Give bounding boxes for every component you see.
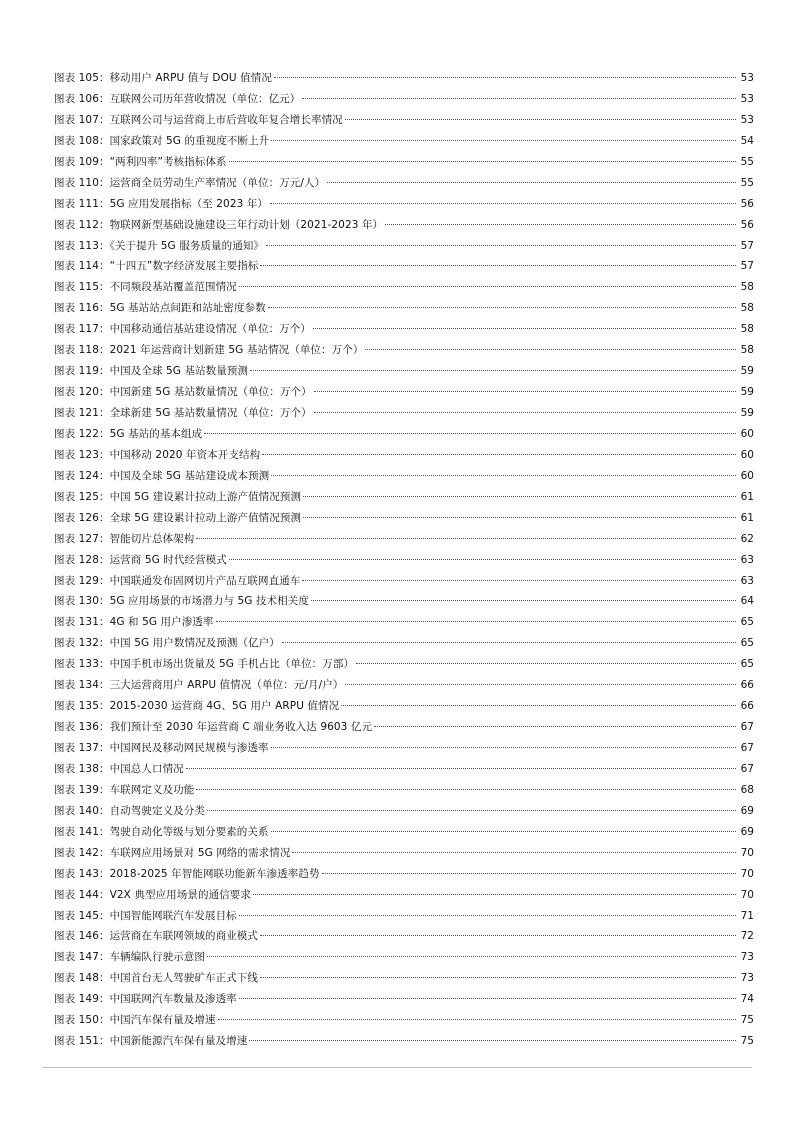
dot-leader [239, 997, 736, 999]
dot-leader [345, 118, 736, 120]
toc-entry[interactable] [54, 989, 754, 1010]
toc-entry-title: 图表 146：运营商在车联网领域的商业模式 [54, 930, 258, 943]
toc-entry[interactable] [54, 256, 754, 277]
dot-leader [250, 369, 736, 371]
toc-entry-title: 图表 131：4G 和 5G 用户渗透率 [54, 616, 214, 629]
toc-entry[interactable] [54, 298, 754, 319]
toc-entry[interactable] [54, 550, 754, 571]
dot-leader [260, 976, 736, 978]
toc-entry[interactable] [54, 131, 754, 152]
dot-leader [274, 76, 736, 78]
toc-entry-title: 图表 129：中国联通发布固网切片产品互联网直通车 [54, 574, 301, 587]
toc-entry[interactable] [54, 89, 754, 110]
toc-entry-title: 图表 126：全球 5G 建设累计拉动上游产值情况预测 [54, 511, 302, 524]
toc-entry-page-number: 58 [740, 281, 754, 294]
toc-entry-title: 图表 110：运营商全员劳动生产率情况（单位：万元/人） [54, 176, 326, 189]
toc-entry-title: 图表 143：2018-2025 年智能网联功能新车渗透率趋势 [54, 867, 320, 880]
dot-leader [314, 390, 736, 392]
toc-entry-page-number: 58 [740, 344, 754, 357]
dot-leader [341, 704, 736, 706]
dot-leader [271, 474, 736, 476]
toc-entry[interactable] [54, 466, 754, 487]
dot-leader [292, 851, 736, 853]
toc-entry-page-number: 72 [740, 930, 754, 943]
toc-entry-page-number: 71 [740, 909, 754, 922]
toc-entry[interactable] [54, 194, 754, 215]
toc-entry-title: 图表 133：中国手机市场出货量及 5G 手机占比（单位：万部） [54, 658, 355, 671]
toc-entry[interactable] [54, 571, 754, 592]
dot-leader [374, 725, 736, 727]
dot-leader [314, 411, 736, 413]
toc-entry-page-number: 56 [740, 218, 754, 231]
toc-entry-page-number: 57 [740, 260, 754, 273]
dot-leader [270, 202, 736, 204]
toc-entry-page-number: 73 [740, 951, 754, 964]
toc-entry-title: 图表 115：不同频段基站覆盖范围情况 [54, 281, 237, 294]
dot-leader [282, 641, 736, 643]
toc-entry-page-number: 59 [740, 365, 754, 378]
toc-entry-title: 图表 141：驾驶自动化等级与划分要素的关系 [54, 825, 269, 838]
dot-leader [260, 934, 736, 936]
toc-entry-title: 图表 151：中国新能源汽车保有量及增速 [54, 1035, 248, 1048]
toc-entry-page-number: 60 [740, 427, 754, 440]
toc-entry-page-number: 55 [740, 176, 754, 189]
toc-entry[interactable] [54, 236, 754, 257]
dot-leader [365, 348, 736, 350]
toc-entry-title: 图表 138：中国总人口情况 [54, 762, 184, 775]
toc-entry-page-number: 63 [740, 574, 754, 587]
toc-entry-page-number: 60 [740, 469, 754, 482]
toc-entry-page-number: 70 [740, 846, 754, 859]
toc-entry-title: 图表 128：运营商 5G 时代经营模式 [54, 553, 227, 566]
toc-entry-page-number: 53 [740, 92, 754, 105]
toc-entry-page-number: 75 [740, 1014, 754, 1027]
toc-entry[interactable] [54, 424, 754, 445]
toc-entry-title: 图表 148：中国首台无人驾驶矿车正式下线 [54, 972, 258, 985]
toc-entry-page-number: 54 [740, 134, 754, 147]
toc-entry[interactable] [54, 801, 754, 822]
toc-entry-title: 图表 127：智能切片总体架构 [54, 532, 195, 545]
dot-leader [260, 264, 736, 266]
toc-entry-title: 图表 130：5G 应用场景的市场潜力与 5G 技术相关度 [54, 595, 309, 608]
toc-entry[interactable] [54, 319, 754, 340]
toc-entry[interactable] [54, 906, 754, 927]
toc-entry-page-number: 68 [740, 783, 754, 796]
toc-entry[interactable] [54, 529, 754, 550]
toc-entry[interactable] [54, 382, 754, 403]
toc-entry-title: 图表 142：车联网应用场景对 5G 网络的需求情况 [54, 846, 291, 859]
dot-leader [196, 537, 736, 539]
toc-entry[interactable] [54, 612, 754, 633]
dot-leader [322, 872, 736, 874]
toc-entry[interactable] [54, 361, 754, 382]
dot-leader [302, 97, 736, 99]
dot-leader [271, 139, 736, 141]
toc-entry-page-number: 56 [740, 197, 754, 210]
toc-entry[interactable] [54, 675, 754, 696]
dot-leader [239, 914, 736, 916]
toc-entry-page-number: 67 [740, 762, 754, 775]
dot-leader [313, 327, 736, 329]
toc-entry-title: 图表 113：《关于提升 5G 服务质量的通知》 [54, 239, 265, 252]
toc-entry-title: 图表 107：互联网公司与运营商上市后营收年复合增长率情况 [54, 113, 343, 126]
toc-entry-title: 图表 109：“两利四率”考核指标体系 [54, 155, 227, 168]
toc-entry-title: 图表 145：中国智能网联汽车发展目标 [54, 909, 237, 922]
toc-entry-page-number: 65 [740, 658, 754, 671]
toc-entry[interactable] [54, 1010, 754, 1031]
toc-entry[interactable] [54, 654, 754, 675]
toc-entry-page-number: 53 [740, 72, 754, 84]
toc-entry-title: 图表 108：国家政策对 5G 的重视度不断上升 [54, 134, 270, 147]
dot-leader [345, 683, 736, 685]
toc-entry[interactable] [54, 508, 754, 529]
toc-entry-title: 图表 105：移动用户 ARPU 值与 DOU 值情况 [54, 72, 272, 84]
toc-entry[interactable] [54, 487, 754, 508]
toc-entry-title: 图表 139：车联网定义及功能 [54, 783, 195, 796]
dot-leader [311, 599, 736, 601]
toc-entry-page-number: 66 [740, 679, 754, 692]
dot-leader [266, 244, 736, 246]
toc-entry[interactable] [54, 717, 754, 738]
toc-entry-title: 图表 106：互联网公司历年营收情况（单位：亿元） [54, 92, 301, 105]
dot-leader [268, 306, 736, 308]
dot-leader [271, 746, 736, 748]
toc-entry-title: 图表 117：中国移动通信基站建设情况（单位：万个） [54, 323, 311, 336]
toc-entry[interactable] [54, 591, 754, 612]
toc-entry-title: 图表 124：中国及全球 5G 基站建设成本预测 [54, 469, 270, 482]
toc-entry[interactable] [54, 340, 754, 361]
toc-entry[interactable] [54, 926, 754, 947]
dot-leader [303, 516, 736, 518]
toc-entry-title: 图表 136：我们预计至 2030 年运营商 C 端业务收入达 9603 亿元 [54, 721, 373, 734]
dot-leader [303, 495, 736, 497]
table-of-figures [54, 68, 754, 1052]
dot-leader [229, 160, 736, 162]
toc-entry-title: 图表 132：中国 5G 用户数情况及预测（亿户） [54, 637, 280, 650]
toc-entry-title: 图表 134：三大运营商用户 ARPU 值情况（单位：元/月/户） [54, 679, 344, 692]
dot-leader [229, 558, 736, 560]
toc-entry-page-number: 62 [740, 532, 754, 545]
toc-entry-page-number: 61 [740, 511, 754, 524]
dot-leader [327, 181, 736, 183]
dot-leader [356, 662, 736, 664]
toc-entry[interactable] [54, 173, 754, 194]
toc-entry-page-number: 70 [740, 867, 754, 880]
toc-entry-page-number: 73 [740, 972, 754, 985]
toc-entry-page-number: 65 [740, 616, 754, 629]
toc-entry[interactable] [54, 696, 754, 717]
toc-entry-page-number: 75 [740, 1035, 754, 1048]
toc-entry-title: 图表 150：中国汽车保有量及增速 [54, 1014, 216, 1027]
toc-entry-page-number: 63 [740, 553, 754, 566]
toc-entry-title: 图表 120：中国新建 5G 基站数量情况（单位：万个） [54, 386, 312, 399]
toc-entry-title: 图表 121：全球新建 5G 基站数量情况（单位：万个） [54, 407, 312, 419]
dot-leader [271, 830, 736, 832]
toc-entry[interactable] [54, 1031, 754, 1052]
toc-entry-page-number: 70 [740, 888, 754, 901]
toc-entry-page-number: 64 [740, 595, 754, 608]
toc-entry[interactable] [54, 843, 754, 864]
toc-entry-page-number: 58 [740, 302, 754, 315]
toc-entry-page-number: 69 [740, 825, 754, 838]
toc-entry-title: 图表 112：物联网新型基础设施建设三年行动计划（2021-2023 年） [54, 218, 384, 231]
toc-entry-page-number: 59 [740, 407, 754, 419]
toc-entry[interactable] [54, 633, 754, 654]
dot-leader [253, 893, 736, 895]
toc-entry[interactable] [54, 215, 754, 236]
toc-entry[interactable] [54, 759, 754, 780]
toc-entry-page-number: 69 [740, 804, 754, 817]
toc-entry-title: 图表 149：中国联网汽车数量及渗透率 [54, 993, 237, 1006]
toc-entry-title: 图表 111：5G 应用发展指标（至 2023 年） [54, 197, 269, 210]
dot-leader [385, 223, 736, 225]
dot-leader [196, 788, 736, 790]
dot-leader [239, 285, 736, 287]
toc-entry-title: 图表 122：5G 基站的基本组成 [54, 427, 203, 440]
toc-entry-title: 图表 116：5G 基站站点间距和站址密度参数 [54, 302, 266, 315]
toc-entry-title: 图表 123：中国移动 2020 年资本开支结构 [54, 448, 261, 461]
toc-entry-page-number: 67 [740, 742, 754, 754]
toc-entry-page-number: 59 [740, 386, 754, 399]
toc-entry[interactable] [54, 864, 754, 885]
toc-entry-page-number: 61 [740, 490, 754, 503]
toc-entry-title: 图表 114：“十四五”数字经济发展主要指标 [54, 260, 259, 273]
dot-leader [186, 767, 736, 769]
toc-entry-page-number: 55 [740, 155, 754, 168]
toc-entry[interactable] [54, 822, 754, 843]
dot-leader [262, 453, 736, 455]
toc-entry-title: 图表 135：2015-2030 运营商 4G、5G 用户 ARPU 值情况 [54, 700, 340, 713]
toc-entry-page-number: 60 [740, 448, 754, 461]
toc-entry-page-number: 65 [740, 637, 754, 650]
dot-leader [302, 579, 736, 581]
toc-entry[interactable] [54, 68, 754, 89]
toc-entry-title: 图表 125：中国 5G 建设累计拉动上游产值情况预测 [54, 490, 302, 503]
toc-entry-title: 图表 147：车辆编队行驶示意图 [54, 951, 205, 964]
toc-entry-title: 图表 144：V2X 典型应用场景的通信要求 [54, 888, 251, 901]
dot-leader [207, 955, 736, 957]
dot-leader [216, 620, 736, 622]
toc-entry[interactable] [54, 947, 754, 968]
toc-entry-page-number: 67 [740, 721, 754, 734]
toc-entry-page-number: 57 [740, 239, 754, 252]
dot-leader [249, 1039, 736, 1041]
toc-entry-title: 图表 118：2021 年运营商计划新建 5G 基站情况（单位：万个） [54, 344, 364, 357]
dot-leader [218, 1018, 736, 1020]
dot-leader [204, 432, 736, 434]
toc-entry-title: 图表 140：自动驾驶定义及分类 [54, 804, 205, 817]
toc-entry[interactable] [54, 403, 754, 424]
toc-entry[interactable] [54, 277, 754, 298]
toc-entry-page-number: 53 [740, 113, 754, 126]
toc-entry-page-number: 58 [740, 323, 754, 336]
toc-entry[interactable] [54, 968, 754, 989]
toc-entry-title: 图表 137：中国网民及移动网民规模与渗透率 [54, 742, 269, 754]
toc-entry[interactable] [54, 780, 754, 801]
toc-entry[interactable] [54, 885, 754, 906]
footer-divider [42, 1067, 752, 1068]
toc-entry[interactable] [54, 738, 754, 759]
toc-entry[interactable] [54, 445, 754, 466]
toc-entry-title: 图表 119：中国及全球 5G 基站数量预测 [54, 365, 249, 378]
toc-entry-page-number: 66 [740, 700, 754, 713]
toc-entry-page-number: 74 [740, 993, 754, 1006]
dot-leader [207, 809, 736, 811]
toc-entry[interactable] [54, 152, 754, 173]
toc-entry[interactable] [54, 110, 754, 131]
